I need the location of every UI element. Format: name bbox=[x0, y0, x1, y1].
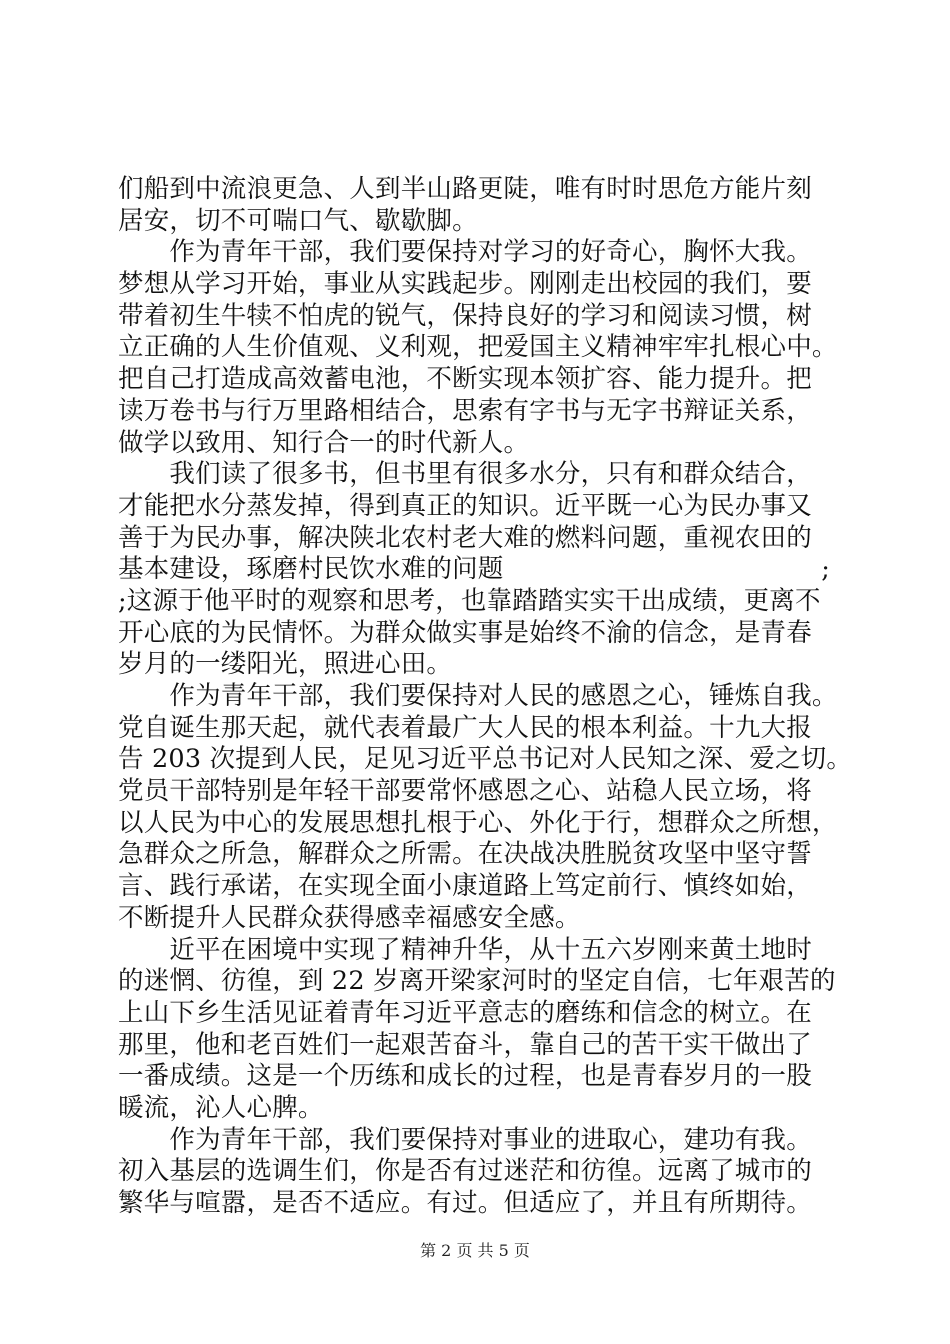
text-line: 做学以致用、知行合一的时代新人。 bbox=[118, 427, 530, 458]
text-line: 不断提升人民群众获得感幸福感安全感。 bbox=[118, 902, 581, 933]
text-line: 党员干部特别是年轻干部要常怀感恩之心、站稳人民立场，将 bbox=[118, 776, 812, 807]
text-line: 岁月的一缕阳光，照进心田。 bbox=[118, 649, 453, 680]
text-line: 那里，他和老百姓们一起艰苦奋斗，靠自己的苦干实干做出了 bbox=[118, 1029, 812, 1060]
text-line: 告 203 次提到人民，足见习近平总书记对人民知之深、爱之切。 bbox=[118, 744, 853, 775]
text-line: 带着初生牛犊不怕虎的锐气，保持良好的学习和阅读习惯，树 bbox=[118, 300, 812, 331]
text-line: 作为青年干部，我们要保持对学习的好奇心，胸怀大我。 bbox=[118, 237, 812, 268]
text-line: 作为青年干部，我们要保持对人民的感恩之心，锤炼自我。 bbox=[118, 681, 838, 711]
text-line: 一番成绩。这是一个历练和成长的过程，也是青春岁月的一股 bbox=[118, 1061, 812, 1092]
text-line: 近平在困境中实现了精神升华，从十五六岁刚来黄土地时 bbox=[118, 934, 812, 965]
text-line bbox=[118, 552, 830, 586]
text-line: 梦想从学习开始，事业从实践起步。刚刚走出校园的我们，要 bbox=[118, 269, 812, 300]
text-line: 急群众之所急，解群众之所需。在决战决胜脱贫攻坚中坚守誓 bbox=[118, 839, 812, 870]
text-line: 立正确的人生价值观、义利观，把爱国主义精神牢牢扎根心中。 bbox=[118, 332, 838, 363]
text-line: 的迷惘、彷徨，到 22 岁离开梁家河时的坚定自信，七年艰苦的 bbox=[118, 966, 836, 997]
text-line: 我们读了很多书，但书里有很多水分，只有和群众结合， bbox=[118, 459, 812, 490]
text-line: 才能把水分蒸发掉，得到真正的知识。近平既一心为民办事又 bbox=[118, 490, 812, 521]
text-line-tail: ; bbox=[821, 554, 830, 585]
text-line: 把自己打造成高效蓄电池，不断实现本领扩容、能力提升。把 bbox=[118, 364, 812, 395]
text-line: 们船到中流浪更急、人到半山路更陡，唯有时时思危方能片刻 bbox=[118, 174, 812, 204]
text-line-body: 基本建设，琢磨村民饮水难的问题 bbox=[118, 554, 504, 585]
text-line: 作为青年干部，我们要保持对事业的进取心，建功有我。 bbox=[118, 1124, 812, 1155]
text-line: 党自诞生那天起，就代表着最广大人民的根本利益。十九大报 bbox=[118, 712, 812, 743]
text-line: 言、践行承诺，在实现全面小康道路上笃定前行、慎终如始， bbox=[118, 871, 812, 902]
text-line: 善于为民办事，解决陕北农村老大难的燃料问题，重视农田的 bbox=[118, 522, 812, 553]
text-line: 开心底的为民情怀。为群众做实事是始终不渝的信念，是青春 bbox=[118, 617, 812, 648]
text-line: 繁华与喧嚣，是否不适应。有过。但适应了，并且有所期待。 bbox=[118, 1188, 812, 1218]
text-line: 以人民为中心的发展思想扎根于心、外化于行，想群众之所想， bbox=[118, 807, 838, 838]
text-line: ;这源于他平时的观察和思考，也靠踏踏实实干出成绩，更离不 bbox=[118, 585, 821, 616]
text-line: 暖流，沁人心脾。 bbox=[118, 1092, 324, 1123]
text-line: 初入基层的选调生们，你是否有过迷茫和彷徨。远离了城市的 bbox=[118, 1156, 812, 1187]
text-line: 上山下乡生活见证着青年习近平意志的磨练和信念的树立。在 bbox=[118, 997, 812, 1028]
page-number-footer: 第 2 页 共 5 页 bbox=[420, 1241, 530, 1260]
text-line: 居安，切不可喘口气、歇歇脚。 bbox=[118, 205, 478, 236]
text-line: 读万卷书与行万里路相结合，思索有字书与无字书辩证关系， bbox=[118, 395, 812, 426]
